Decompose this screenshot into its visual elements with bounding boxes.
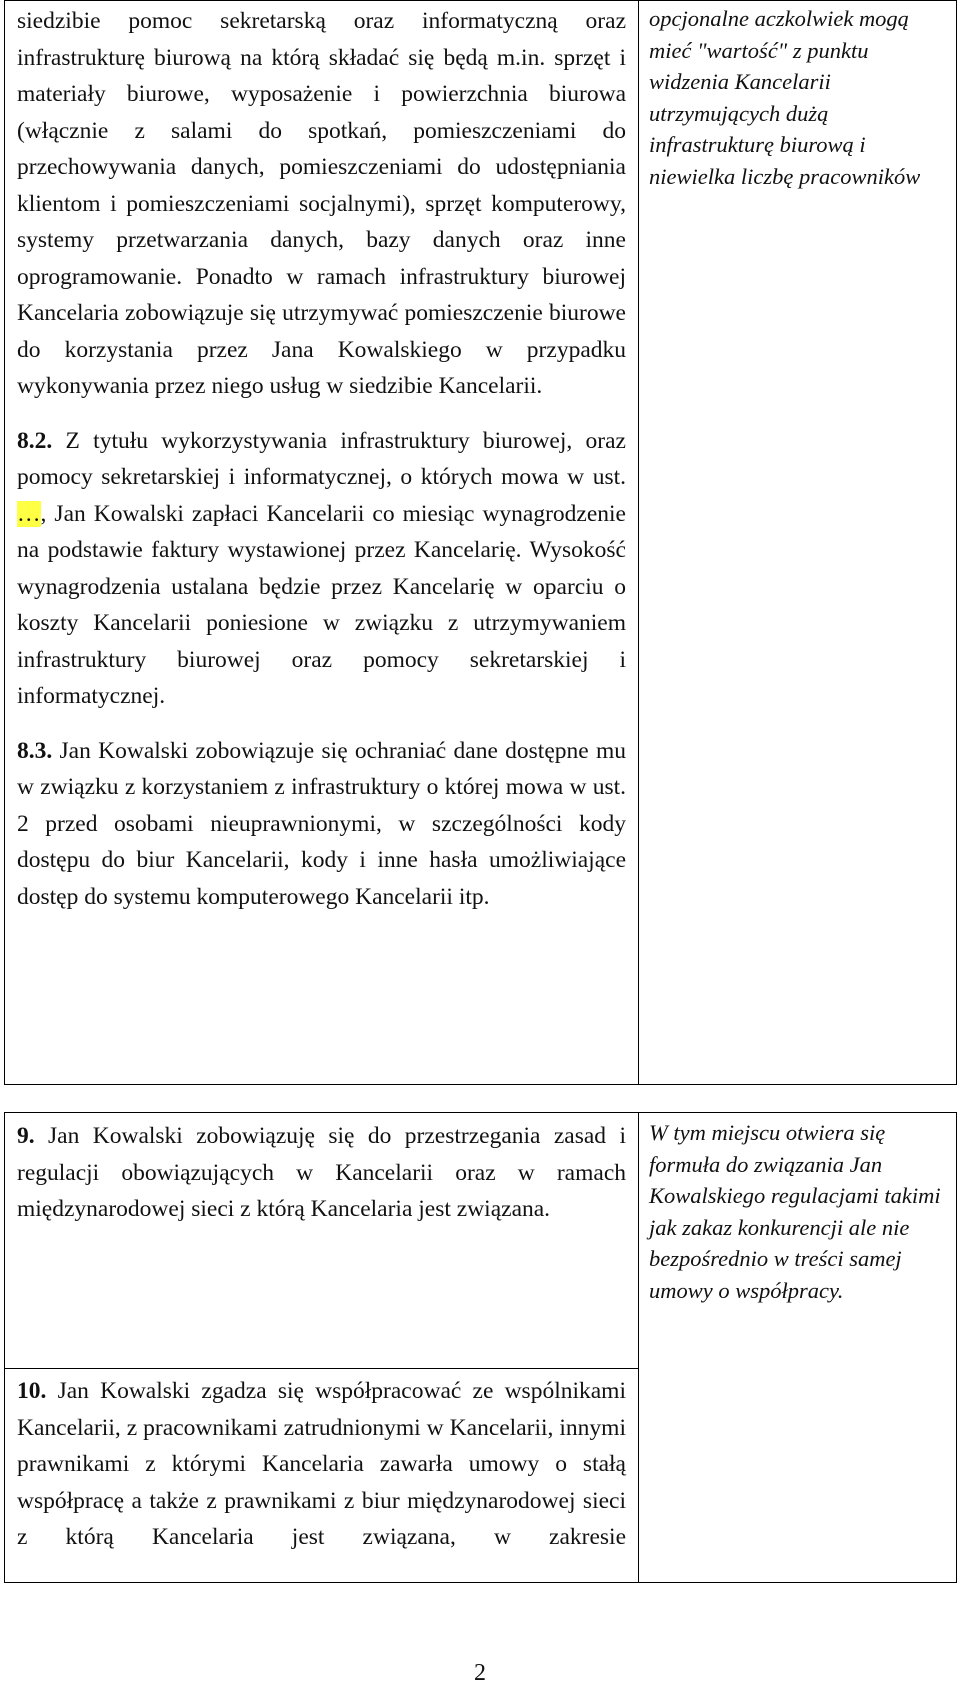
clause-9 [17,1118,626,1228]
clause-number: 8.2. [17,427,53,454]
clause-number: 10. [17,1378,47,1404]
comment-cell [639,1113,957,1583]
comment-cell [639,1,957,1085]
margin-comment: opcjonalne aczkolwiek mogą mieć "wartość" z punktu widzenia Kancelarii utrzymujących dużą infrastrukturę biurową i niewielka liczbę pracowników [649,6,921,189]
clause-text: Jan Kowalski zobowiązuje się ochraniać dane dostępne mu w związku z korzystaniem z infrastruktury o której mowa w ust. 2 przed osobami nieuprawnionymi, w szczególności kody dostępu do biur Kancelarii, kody i inne hasła umożliwiające dostęp do systemu komputerowego Kancelarii itp. [17,737,626,910]
clause-text: Z tytułu wykorzystywania infrastruktury biurowej, oraz pomocy sekretarskiej i informatycznej, o których mowa w ust. [17,427,626,490]
clause-cell [5,1,639,1085]
contract-table-top [4,0,957,1085]
clause-cell [5,1113,639,1369]
clause-8-3 [17,733,626,916]
clause-text: Jan Kowalski zgadza się współpracować ze wspólnikami Kancelarii, z pracownikami zatrudnionymi w Kancelarii, innymi prawnikami z którymi Kancelaria zawarła umowy o stałą współpracę a także z prawnikami z biur międzynarodowej sieci z którą Kancelaria jest związana, w zakresie [17,1378,626,1550]
clause-number: 9. [17,1123,35,1149]
clause-10 [17,1373,626,1556]
clause-text: Jan Kowalski zobowiązuję się do przestrzegania zasad i regulacji obowiązujących w Kancelarii oraz w ramach międzynarodowej sieci z którą Kancelaria jest związana. [17,1123,626,1222]
clause-cell [5,1369,639,1583]
clause-8-2 [17,423,626,715]
clause-8-1-continuation: siedzibie pomoc sekretarską oraz informatyczną oraz infrastrukturę biurową na którą składać się będą m.in. sprzęt i materiały biurowe, wyposażenie i powierzchnia biurowa (włącznie z salami do spotkań, pomieszczeniami do przechowywania danych, pomieszczeniami do udostępniania klientom i pomieszczeniami socjalnymi), sprzęt komputerowy, systemy przetwarzania danych, bazy danych oraz inne oprogramowanie. Ponadto w ramach infrastruktury biurowej Kancelaria zobowiązuje się utrzymywać pomieszczenie biurowe do korzystania przez Jana Kowalskiego w przypadku wykonywania przez niego usług w siedzibie Kancelarii. [17,8,626,399]
margin-comment: W tym miejscu otwiera się formuła do związania Jan Kowalskiego regulacjami takimi jak zakaz konkurencji ale nie bezpośrednio w treści samej umowy o współpracy. [649,1120,941,1303]
clause-number: 8.3. [17,737,53,764]
contract-table-bottom [4,1112,957,1583]
highlighted-placeholder: … [17,500,41,527]
page-number: 2 [474,1660,486,1686]
clause-text: , Jan Kowalski zapłaci Kancelarii co miesiąc wynagrodzenie na podstawie faktury wystawionej przez Kancelarię. Wysokość wynagrodzenia ustalana będzie przez Kancelarię w oparciu o koszty Kancelarii poniesione w związku z utrzymywaniem infrastruktury biurowej oraz pomocy sekretarskiej i informatycznej. [17,500,626,709]
